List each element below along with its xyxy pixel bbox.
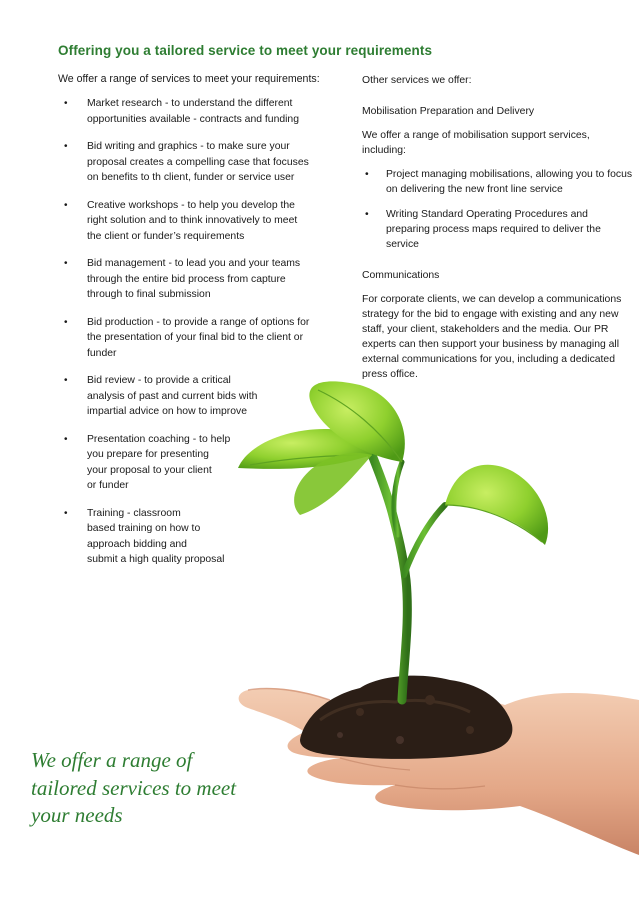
service-item (58, 432, 343, 494)
services-list (58, 96, 343, 568)
service-line: based training on how to (87, 523, 201, 534)
service-line: on benefits to th client, funder or service user (87, 172, 295, 183)
bullet-icon: • (64, 98, 68, 109)
service-item (58, 506, 343, 568)
mobilisation-heading: Mobilisation Preparation and Delivery (362, 106, 535, 117)
bullet-icon: • (64, 507, 68, 519)
bullet-icon: • (64, 199, 68, 211)
service-line: proposal creates a compelling case that focuses (87, 156, 309, 168)
service-line: Bid review - to provide a critical (87, 375, 231, 386)
soil-mound (300, 676, 512, 759)
services-intro: We offer a range of services to meet your requirements: (58, 73, 320, 85)
service-line: approach bidding and (87, 538, 187, 550)
bullet-icon: • (365, 169, 369, 180)
service-line: Market research - to understand the different (87, 98, 293, 109)
bullet-icon: • (64, 433, 68, 445)
service-line: opportunities available - contracts and funding (87, 113, 299, 125)
service-item (58, 96, 343, 127)
bullet-icon: • (64, 375, 68, 386)
bullet-icon: • (64, 316, 68, 328)
service-line: through to final submission (87, 289, 211, 300)
other-services-heading: Other services we offer: (362, 75, 472, 86)
list-item: • Writing Standard Operating Procedures and preparing process maps required to deliver the service (365, 209, 601, 250)
service-line: Training - classroom (87, 507, 181, 519)
service-item (58, 256, 343, 303)
services-column (58, 96, 343, 580)
service-line: impartial advice on how to improve (87, 406, 247, 417)
service-line: Creative workshops - to help you develop the (87, 199, 295, 211)
bullet-icon: • (365, 209, 369, 220)
service-line: Bid production - to provide a range of options for (87, 316, 310, 328)
service-line: the presentation of your final bid to the client or (87, 332, 304, 343)
list-item: • Project managing mobilisations, allowing you to focus on delivering the new front line service (365, 169, 633, 195)
plant-stem (372, 455, 445, 700)
other-services-column (362, 73, 634, 382)
mobilisation-list (362, 167, 634, 252)
tagline-line: your needs (31, 803, 123, 827)
service-line: the client or funder’s requirements (87, 230, 245, 242)
communications-heading: Communications (362, 270, 440, 281)
hand-shape (239, 688, 639, 855)
service-line: Presentation coaching - to help (87, 433, 231, 445)
service-line: you prepare for presenting (87, 449, 209, 460)
communications-body: For corporate clients, we can develop a communications strategy for the bid to engage with existing and any new staff, your client, stakeholders and the media. Our PR experts can then support your business by managing all external communications for you, including a dedicated press office. (362, 294, 622, 380)
bullet-icon: • (64, 258, 68, 269)
service-line: analysis of past and current bids with (87, 390, 258, 402)
service-line: or funder (87, 480, 129, 491)
service-line: submit a high quality proposal (87, 554, 225, 565)
service-line: Bid writing and graphics - to make sure your (87, 141, 290, 152)
bullet-icon: • (64, 141, 68, 152)
service-item (58, 373, 343, 420)
service-item (58, 198, 343, 245)
service-item (58, 315, 343, 362)
service-line: through the entire bid process from capture (87, 273, 286, 285)
tagline-line: tailored services to meet (31, 775, 237, 800)
tagline (31, 747, 271, 830)
service-line: right solution and to think innovatively to meet (87, 215, 298, 226)
service-line: your proposal to your client (87, 464, 212, 476)
mobilisation-intro: We offer a range of mobilisation support services, including: (362, 130, 590, 156)
service-item (58, 139, 343, 186)
page-title: Offering you a tailored service to meet your requirements (58, 43, 433, 58)
service-line: Bid management - to lead you and your teams (87, 258, 301, 269)
service-line: funder (87, 347, 117, 359)
tagline-line: We offer a range of (31, 748, 193, 772)
